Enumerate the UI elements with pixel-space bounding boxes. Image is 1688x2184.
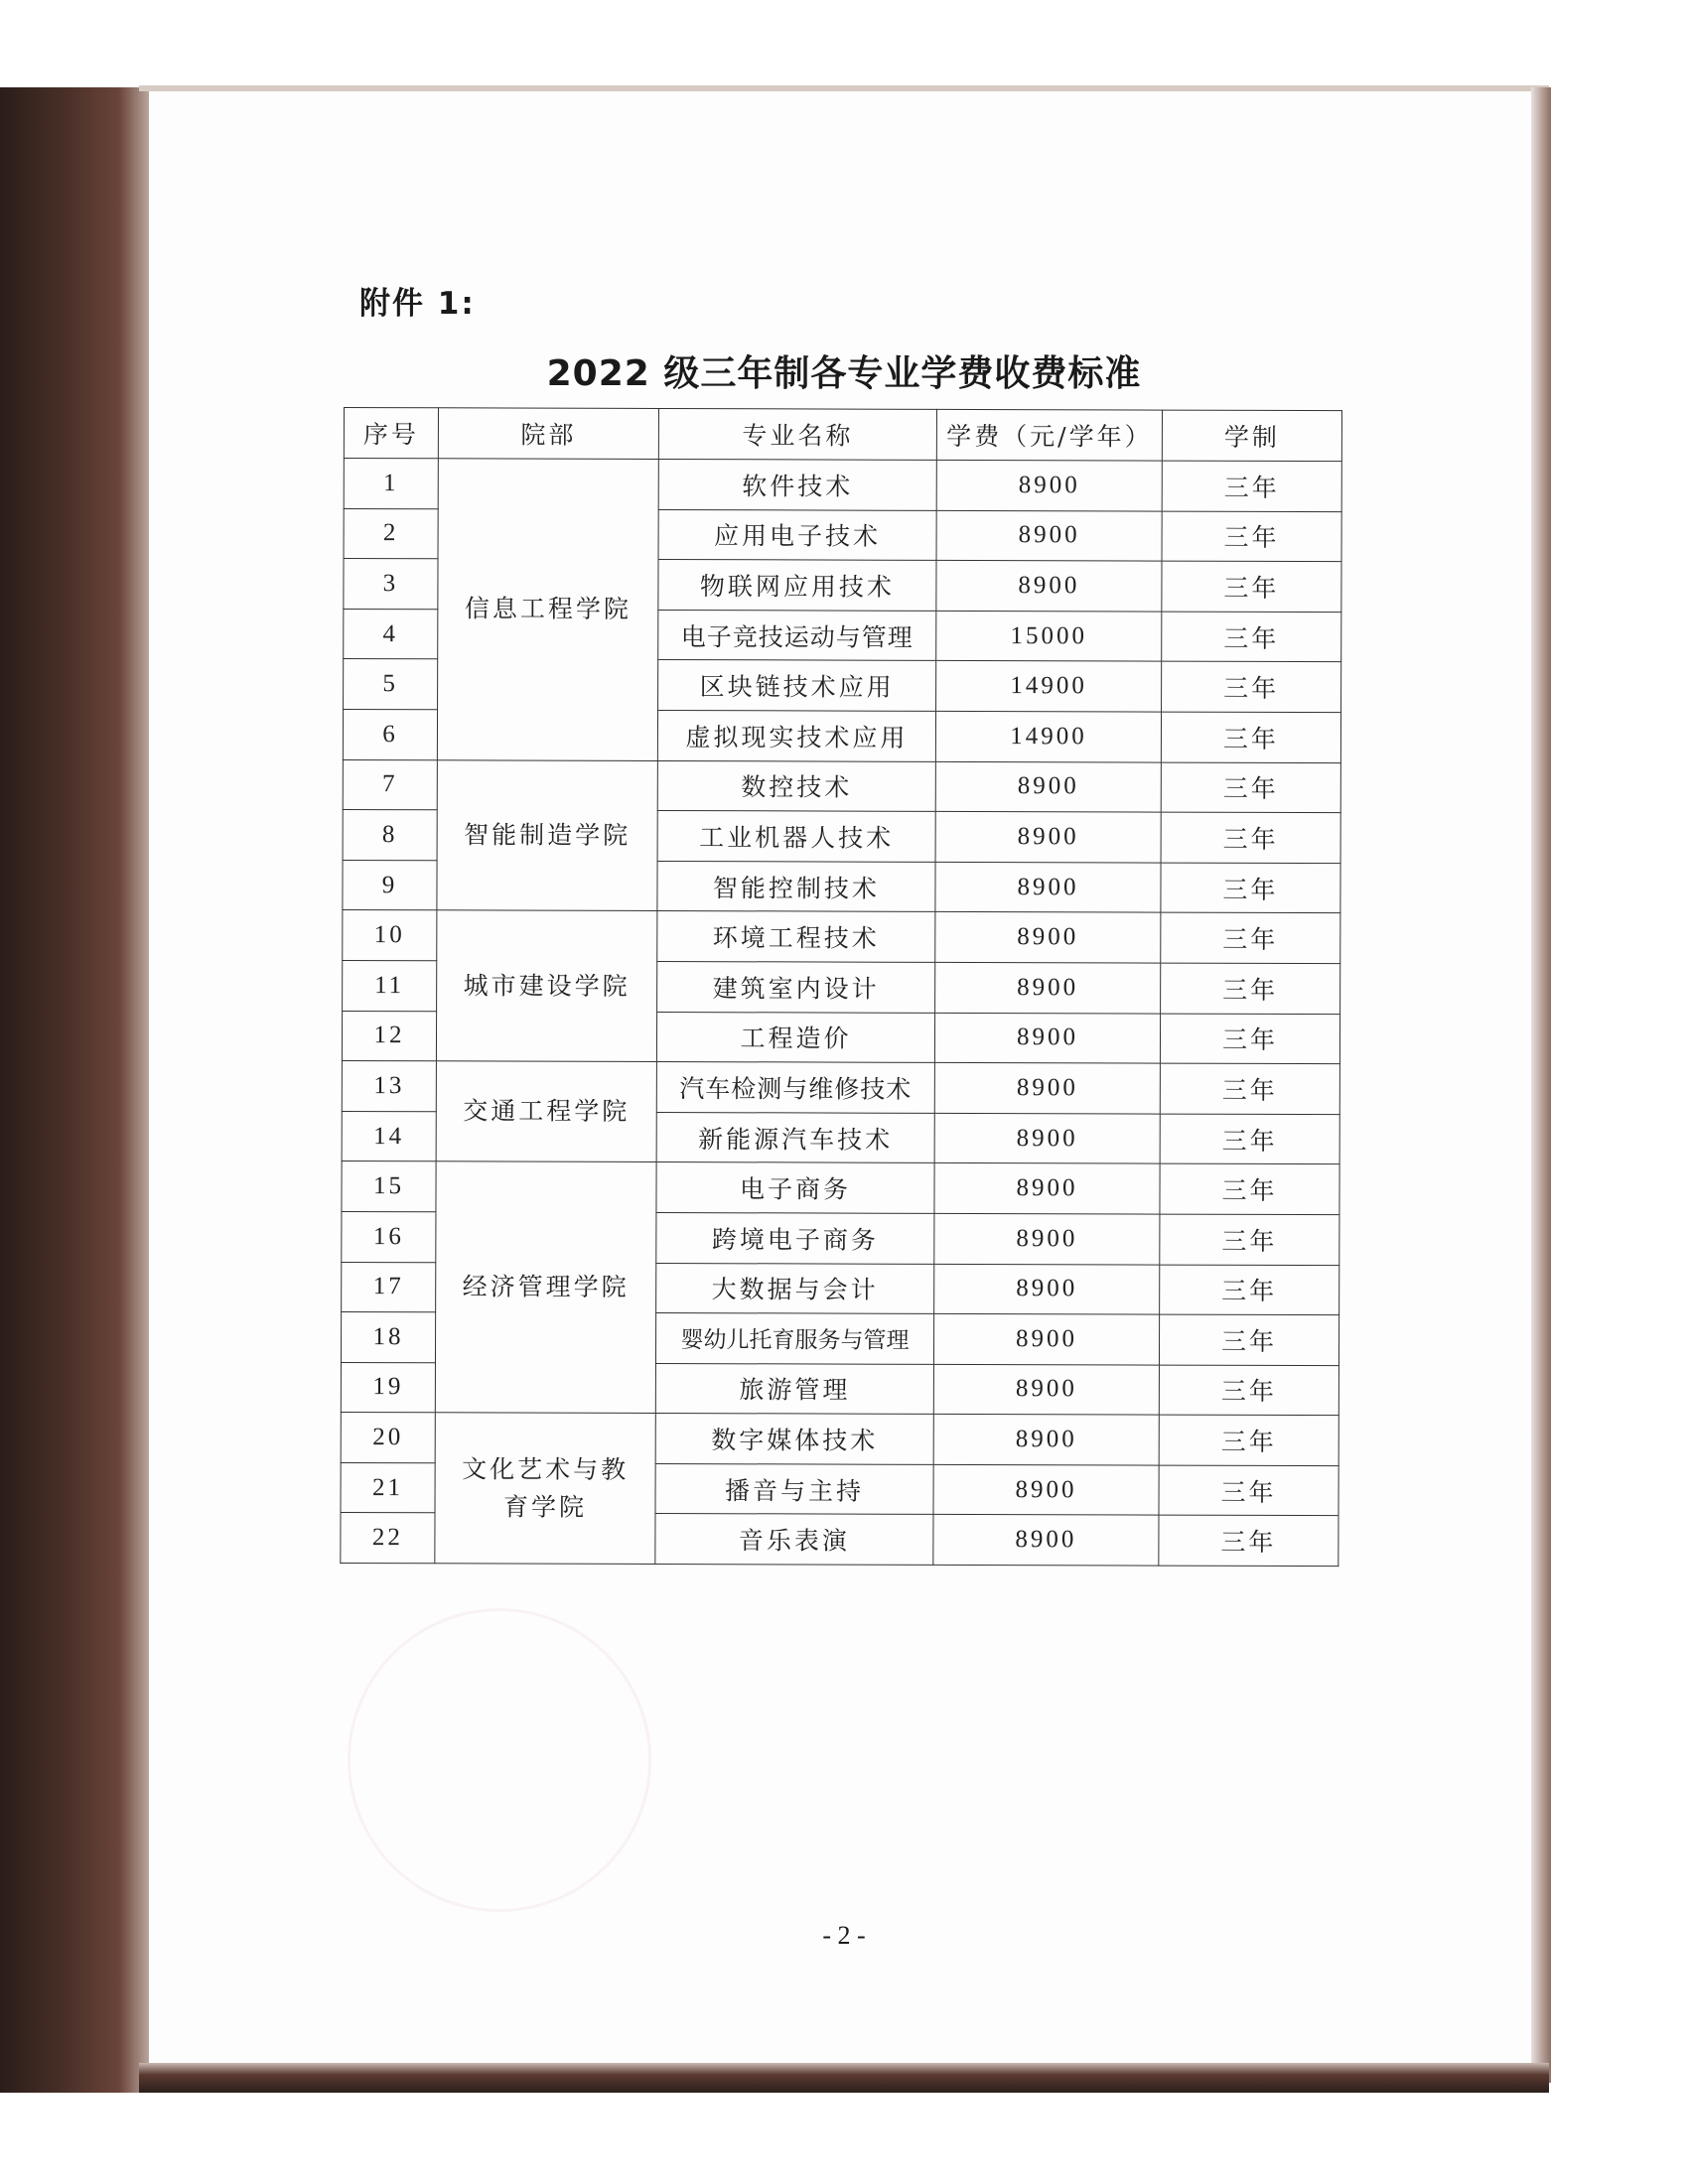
row-index: 22 <box>341 1513 435 1564</box>
major-name: 大数据与会计 <box>656 1263 934 1313</box>
tuition-fee: 8900 <box>934 1264 1160 1314</box>
table-body <box>341 459 1341 1567</box>
row-index: 9 <box>343 860 437 910</box>
major-name: 工程造价 <box>656 1012 934 1062</box>
attachment-label: 附件 1: <box>359 286 476 322</box>
tuition-fee: 8900 <box>934 1113 1160 1163</box>
row-index: 5 <box>344 659 438 710</box>
program-duration: 三年 <box>1159 1365 1338 1416</box>
program-duration: 三年 <box>1160 1163 1339 1214</box>
major-name: 播音与主持 <box>655 1463 933 1514</box>
row-index: 13 <box>342 1061 436 1112</box>
tuition-fee: 8900 <box>934 1013 1160 1063</box>
college-name: 交通工程学院 <box>436 1061 656 1162</box>
row-index: 12 <box>342 1011 436 1061</box>
tuition-fee: 8900 <box>935 812 1161 863</box>
program-duration: 三年 <box>1161 762 1340 813</box>
row-index: 18 <box>341 1312 435 1363</box>
tuition-fee: 8900 <box>934 1163 1160 1214</box>
major-name: 跨境电子商务 <box>656 1212 934 1263</box>
row-index: 4 <box>344 609 438 659</box>
scan-background-right <box>1531 87 1551 2083</box>
tuition-fee: 8900 <box>933 1415 1159 1465</box>
tuition-fee: 14900 <box>936 661 1162 712</box>
major-name: 新能源汽车技术 <box>656 1112 934 1162</box>
header-duration: 学制 <box>1162 410 1341 462</box>
program-duration: 三年 <box>1162 561 1341 612</box>
major-name: 物联网应用技术 <box>658 560 936 611</box>
faded-stamp <box>348 1608 651 1912</box>
program-duration: 三年 <box>1162 661 1341 712</box>
college-name: 信息工程学院 <box>437 459 658 760</box>
page-number: - 2 - <box>822 1921 866 1950</box>
college-name: 文化艺术与教育学院 <box>435 1413 655 1564</box>
table-row <box>344 459 1341 512</box>
tuition-fee: 8900 <box>936 561 1162 612</box>
row-index: 10 <box>343 910 437 961</box>
row-index: 1 <box>344 459 438 509</box>
row-index: 7 <box>343 759 437 810</box>
tuition-fee: 14900 <box>935 711 1161 761</box>
table-header-row <box>344 408 1341 462</box>
row-index: 14 <box>342 1111 436 1161</box>
tuition-fee: 15000 <box>936 611 1162 661</box>
row-index: 15 <box>342 1161 436 1212</box>
tuition-fee: 8900 <box>934 1213 1160 1264</box>
header-major: 专业名称 <box>658 408 936 460</box>
row-index: 11 <box>343 960 437 1011</box>
college-name: 城市建设学院 <box>436 910 656 1061</box>
row-index: 20 <box>341 1413 435 1463</box>
row-index: 17 <box>342 1262 436 1312</box>
program-duration: 三年 <box>1160 1214 1339 1265</box>
program-duration: 三年 <box>1159 1415 1338 1465</box>
tuition-fee: 8900 <box>935 962 1161 1013</box>
table-row <box>342 1161 1339 1215</box>
program-duration: 三年 <box>1159 1465 1338 1516</box>
major-name: 区块链技术应用 <box>658 660 936 711</box>
row-index: 3 <box>344 559 438 610</box>
row-index: 6 <box>343 709 437 759</box>
major-name: 电子商务 <box>656 1162 934 1213</box>
row-index: 16 <box>342 1211 436 1262</box>
tuition-fee: 8900 <box>935 912 1161 963</box>
tuition-fee: 8900 <box>935 862 1161 912</box>
major-name: 智能控制技术 <box>657 861 935 911</box>
college-name: 经济管理学院 <box>435 1161 656 1414</box>
major-name: 工业机器人技术 <box>657 811 935 862</box>
program-duration: 三年 <box>1162 461 1341 511</box>
row-index: 19 <box>341 1362 435 1413</box>
major-name: 数控技术 <box>657 760 935 811</box>
header-college: 院部 <box>438 408 658 460</box>
header-index: 序号 <box>344 408 438 459</box>
tuition-fee: 8900 <box>935 761 1161 812</box>
major-name: 建筑室内设计 <box>657 961 935 1012</box>
major-name: 音乐表演 <box>655 1514 933 1565</box>
program-duration: 三年 <box>1161 812 1340 863</box>
tuition-fee: 8900 <box>933 1364 1159 1415</box>
header-fee: 学费（元/学年） <box>936 409 1162 461</box>
major-name: 电子竞技运动与管理 <box>658 610 936 660</box>
table-row <box>343 910 1340 964</box>
major-name: 环境工程技术 <box>657 911 935 962</box>
row-index: 21 <box>341 1462 435 1513</box>
tuition-fee: 8900 <box>936 510 1162 561</box>
row-index: 2 <box>344 508 438 559</box>
program-duration: 三年 <box>1162 612 1341 662</box>
major-name: 数字媒体技术 <box>655 1414 933 1464</box>
college-name: 智能制造学院 <box>437 759 657 910</box>
tuition-fee: 8900 <box>934 1062 1160 1113</box>
tuition-fee: 8900 <box>933 1515 1159 1566</box>
document-title: 2022 级三年制各专业学费收费标准 <box>546 353 1142 394</box>
table-row <box>342 1061 1339 1115</box>
row-index: 8 <box>343 810 437 861</box>
program-duration: 三年 <box>1159 1314 1338 1365</box>
table-row <box>343 759 1340 813</box>
tuition-fee: 8900 <box>936 460 1162 510</box>
major-name: 软件技术 <box>658 459 936 509</box>
fee-table <box>340 407 1342 1567</box>
scan-background-left <box>0 87 149 2093</box>
program-duration: 三年 <box>1161 963 1340 1014</box>
program-duration: 三年 <box>1161 712 1340 762</box>
major-name: 应用电子技术 <box>658 509 936 560</box>
program-duration: 三年 <box>1161 912 1340 963</box>
program-duration: 三年 <box>1160 1063 1339 1114</box>
program-duration: 三年 <box>1162 511 1341 562</box>
major-name: 虚拟现实技术应用 <box>657 710 935 760</box>
program-duration: 三年 <box>1160 1014 1339 1064</box>
major-name: 旅游管理 <box>655 1363 933 1414</box>
program-duration: 三年 <box>1159 1516 1338 1567</box>
program-duration: 三年 <box>1161 863 1340 913</box>
tuition-fee: 8900 <box>933 1313 1159 1364</box>
major-name: 汽车检测与维修技术 <box>656 1062 934 1113</box>
program-duration: 三年 <box>1160 1265 1339 1315</box>
scan-background-bottom <box>139 2063 1549 2093</box>
table-row <box>341 1413 1338 1466</box>
major-name: 婴幼儿托育服务与管理 <box>655 1313 933 1364</box>
tuition-fee: 8900 <box>933 1464 1159 1515</box>
program-duration: 三年 <box>1160 1114 1339 1164</box>
